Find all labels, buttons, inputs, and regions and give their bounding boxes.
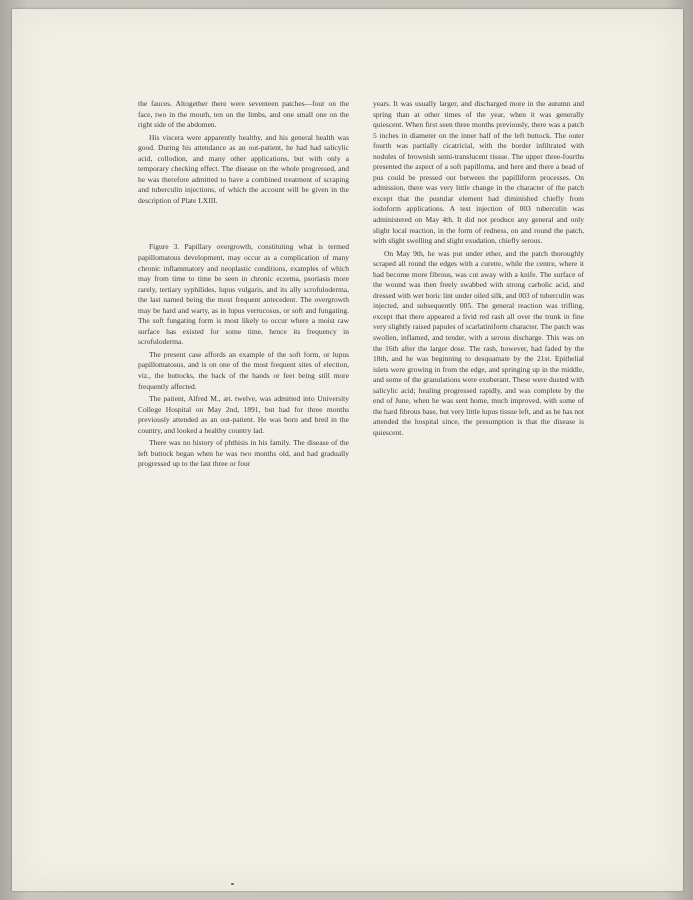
paragraph: The patient, Alfred M., æt. twelve, was admitted into University College Hospital on May 2nd, 1891, but had for three months previously attended as an out-patient. He was born and bred in the country, and looked a healthy country lad. <box>138 394 349 435</box>
paragraph: There was no history of phthisis in his family. The disease of the left buttock began when he was two months old, and had gradually progressed up to the last three or four <box>138 438 349 469</box>
binding-mark <box>231 883 234 885</box>
paragraph: On May 9th, he was put under ether, and the patch thoroughly scraped all round the edges with a curette, while the centre, where it had become more fibrous, was cut away with a knife. The surface of the wound was then freely swabbed with strong carbolic acid, and dressed with wet boric lint under oiled silk, and 003 of tuberculin was injected, and subsequently 005. The general reaction was trifling, except that there appeared a livid red rash all over the trunk in fine very slightly raised papules of scarlatiniform character. The patch was swollen, inflamed, and tender, with a serous discharge. This was on the 16th after the larger dose. The rash, however, had faded by the 18th, and he was beginning to desquamate by the 21st. Epithelial islets were growing in from the edge, and springing up in the middle, and some of the granulations were exuberant. These were dusted with salicylic acid; healing progressed rapidly, and was complete by the end of June, when he was sent home, much improved, with some of the hard fibrous base, but very little lupus tissue left, and as he has not attended the hospital since, the presumption is that the disease is quiescent. <box>373 248 584 437</box>
paragraph: years. It was usually larger, and discharged more in the autumn and spring than at other times of the year, when it was generally quiescent. When first seen three months previously, there was a patch 5 inches in diameter on the inner half of the left buttock. The outer fourth was partially cicatricial, with the border infiltrated with nodules of brownish semi-translucent tissue. The upper three-fourths presented the aspect of a soft papilloma, and here and there a bead of pus could be pressed out between the papilliform processes. On admission, there was very little change in the character of the patch except that the pustular element had diminished chiefly from iodoform applications. A test injection of 003 tuberculin was administered on May 4th. It did not produce any general and only slight local reaction, in the form of redness, on and round the patch, with slight swelling and slight exudation, chiefly serous. <box>373 99 584 246</box>
paragraph: The present case affords an example of the soft form, or lupus papillomatosus, and is on one of the most frequent sites of election, viz., the buttocks, the back of the hands or feet being still more frequently affected. <box>138 349 349 391</box>
left-text-column <box>138 99 349 470</box>
document-page <box>12 9 683 891</box>
figure-3-paragraph: Figure 3. Papillary overgrowth, constituting what is termed papillomatous development, may occur as a complication of many chronic inflammatory and neoplastic conditions, examples of which may from time to time be seen in chronic eczema, psoriasis more rarely, tertiary syphilides, lupus vulgaris, and its ally scrofuloderma, the last named being the most frequent antecedent. The overgrowth may be hard and warty, as in lupus verrucosus, or soft and fungating. The soft fungating form is most likely to occur where a moist raw surface has existed for some time, hence its frequency in scrofuloderma. <box>138 242 349 347</box>
paragraph: His viscera were apparently healthy, and his general health was good. During his attendance as an out-patient, he had had salicylic acid, collodion, and many other applications, but with only a temporary checking effect. The disease on the whole progressed, and he was therefore admitted to have a combined treatment of scraping and tuberculin injections, of which the account will be given in the description of Plate LXIII. <box>138 132 349 205</box>
right-text-column <box>373 99 584 439</box>
paragraph: the fauces. Altogether there were seventeen patches—four on the face, two in the mouth, ten on the limbs, and one small one on the right side of the abdomen. <box>138 99 349 130</box>
